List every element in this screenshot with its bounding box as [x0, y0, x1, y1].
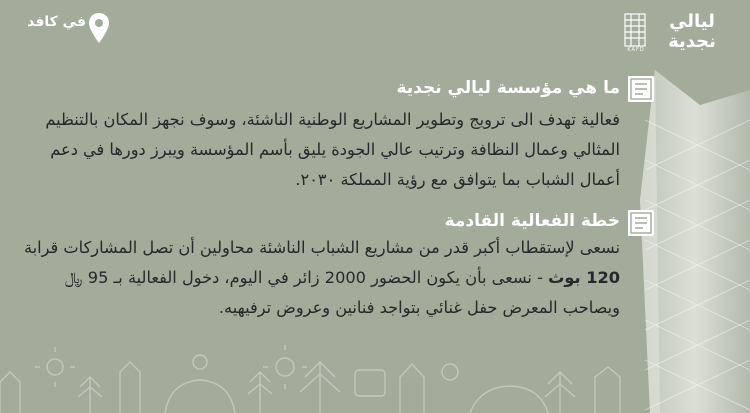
kafd-logo-icon [622, 12, 648, 52]
brand-logo: ليالي نجدية [668, 11, 716, 52]
emblem-icon [626, 208, 656, 238]
location-pin-icon [88, 12, 110, 44]
section2-body-part1: نسعى لإستقطاب أكبر قدر من مشاريع الشباب الناشئة محاولين أن تصل المشاركات قرابة [23, 238, 620, 257]
section2-body-highlight: 120 بوث [548, 268, 620, 287]
fi-kafd-logo [22, 12, 112, 48]
fi-kafd-text: في كافد [27, 14, 86, 30]
section1-body: فعالية تهدف الى ترويج وتطوير المشاريع الوطنية الناشئة، وسوف نجهز المكان بالتنظيم المثالي وعمال النظافة وترتيب عالي الجودة يليق بأسم المؤسسة ويبرز دورها في دعم أعمال الشباب بما يتوافق مع رؤية المملكة ٢٠٣٠. [45, 110, 620, 189]
emblem-icon [626, 74, 656, 104]
section2-body-part2: - نسعى بأن يكون الحضور 2000 زائر في اليوم، دخول الفعالية بـ 95 ﷼ ويصاحب المعرض حفل غنائي بتواجد فنانين وعروض ترفيهيه. [64, 268, 620, 317]
section2-title: خطة الفعالية القادمة [444, 211, 620, 231]
section2-body [20, 233, 620, 323]
decorative-pattern [0, 342, 640, 413]
section1-title: ما هي مؤسسة ليالي نجدية [396, 78, 620, 98]
kafd-label: KAFD [627, 47, 645, 53]
